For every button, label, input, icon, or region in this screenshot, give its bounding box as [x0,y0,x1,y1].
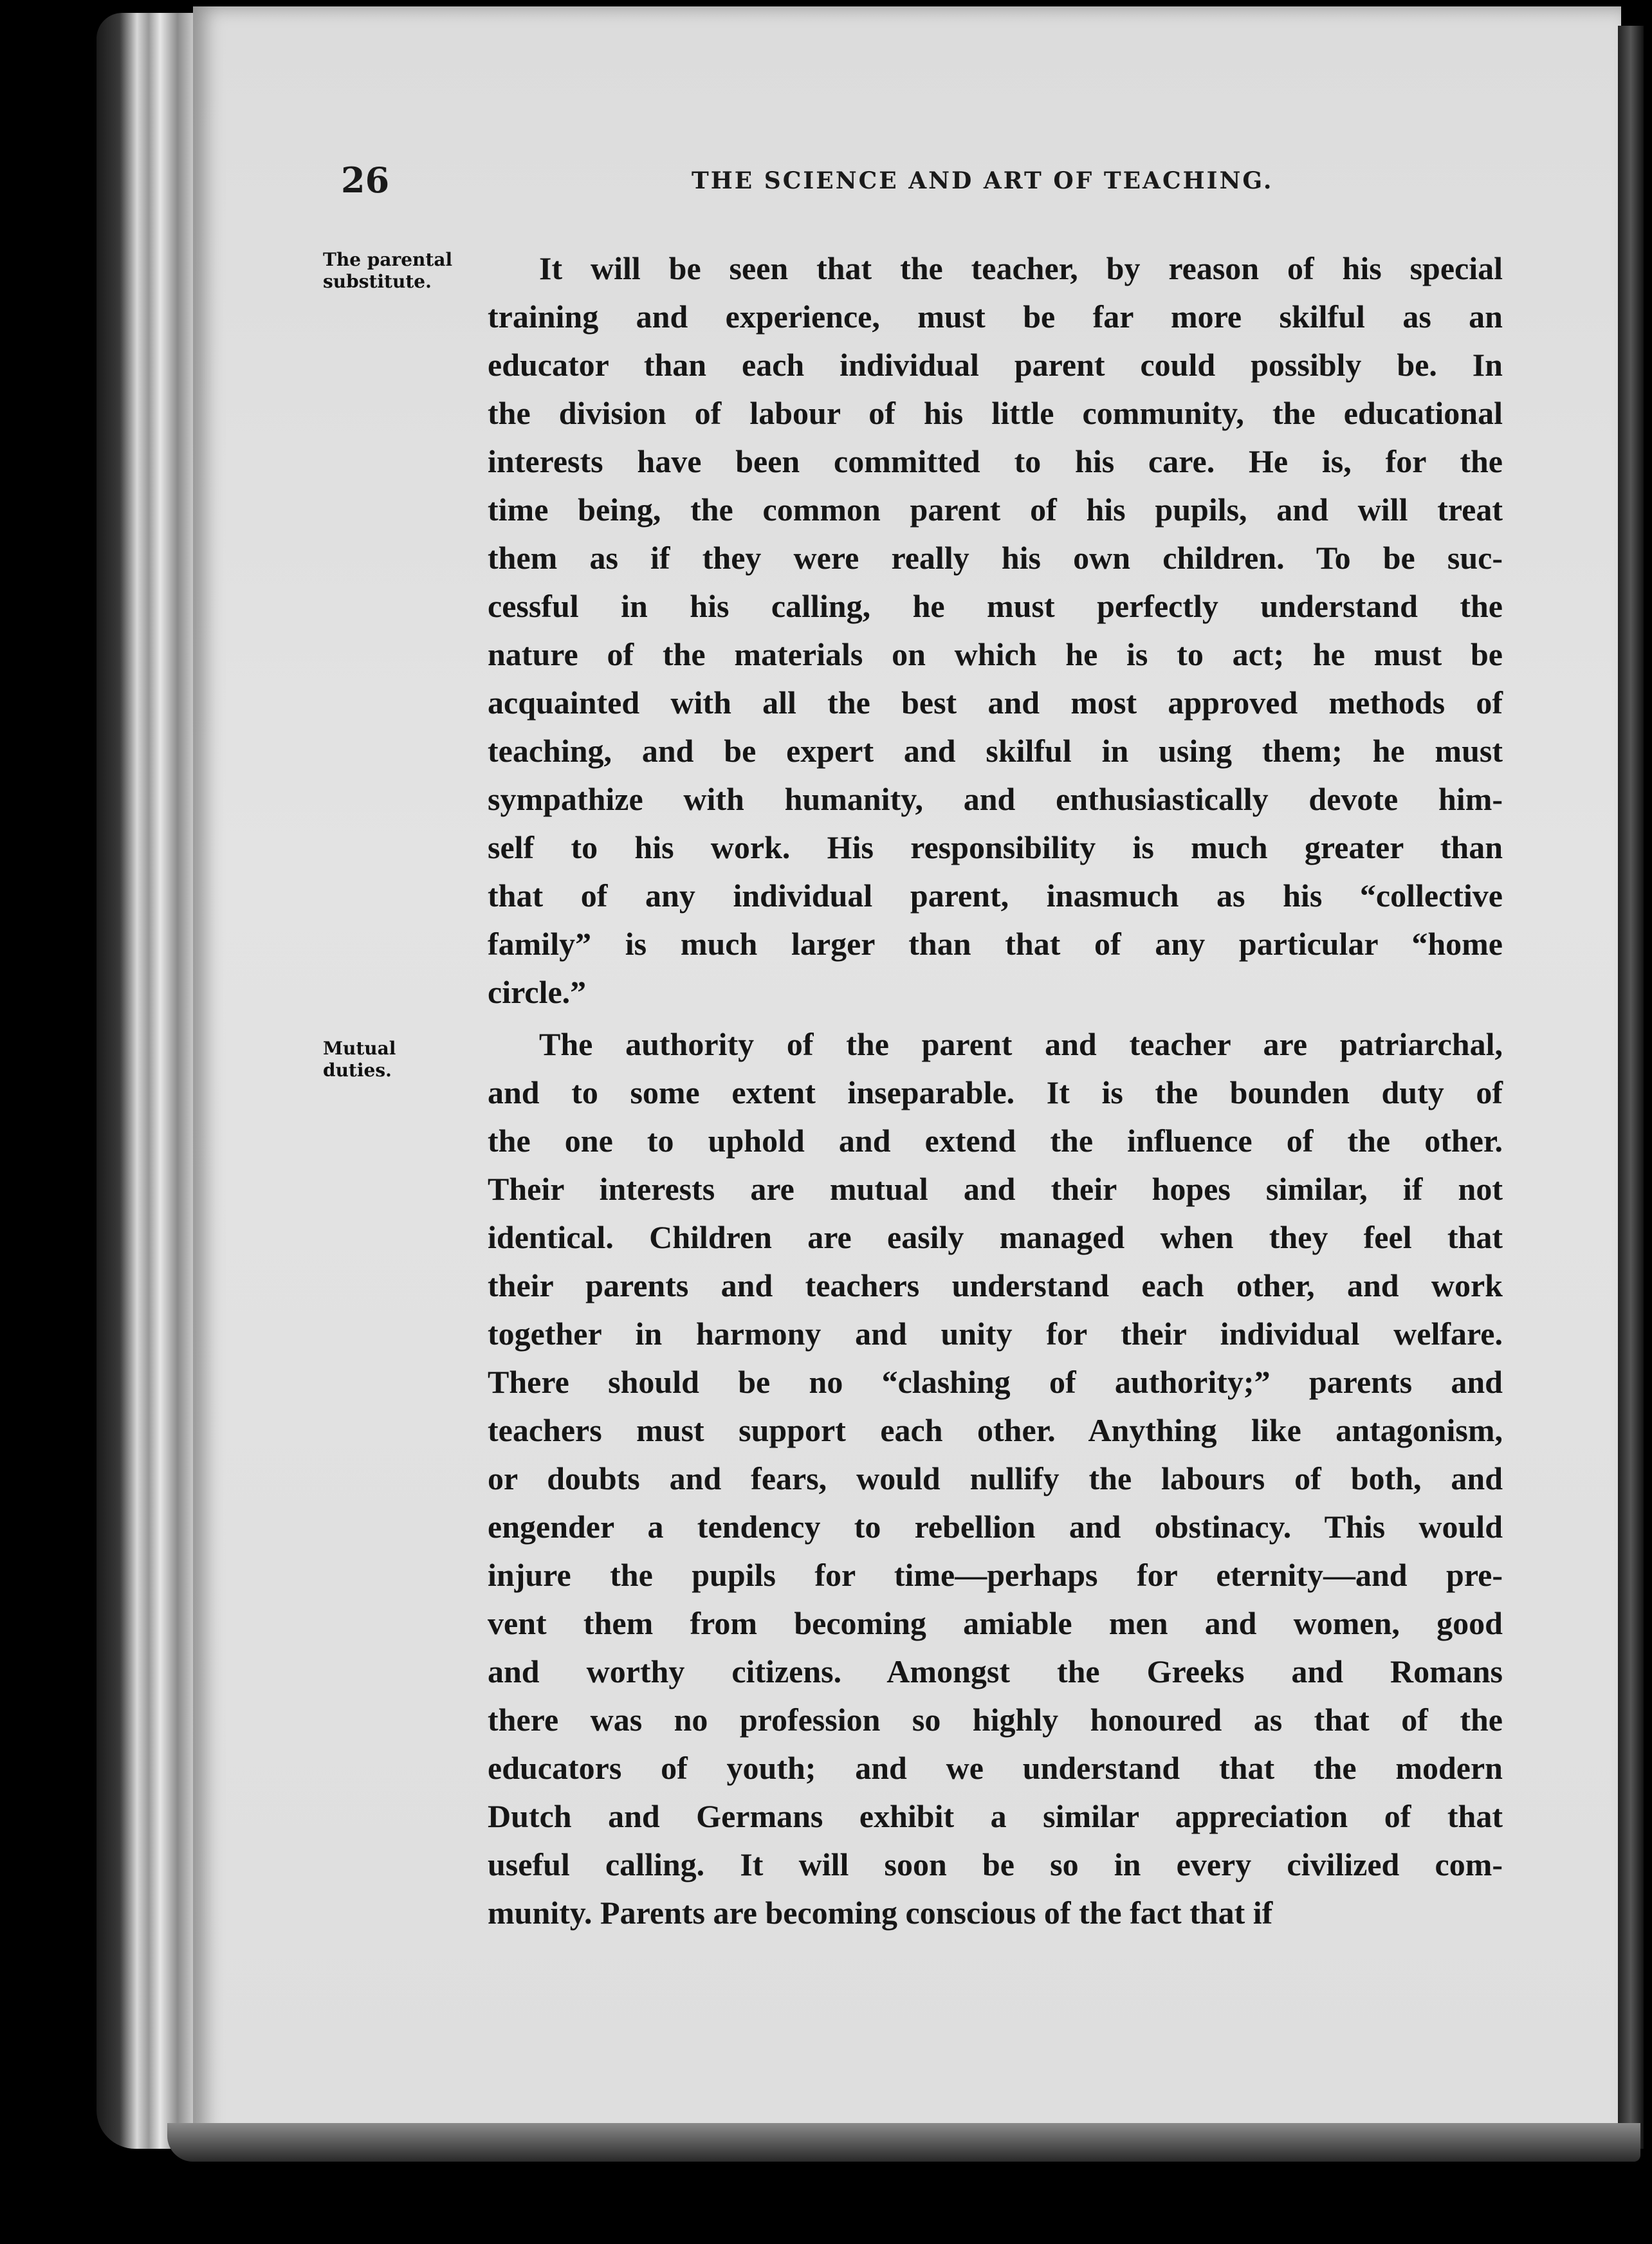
text-line: and to some extent inseparable. It is the bounden duty of [488,1074,1503,1110]
text-line: teaching, and be expert and skilful in using them; he must [488,733,1503,769]
text-line: the division of labour of his little community, the educational [488,395,1503,431]
text-line: Dutch and Germans exhibit a similar appreciation of that [488,1798,1503,1834]
text-line: Their interests are mutual and their hopes similar, if not [488,1171,1503,1207]
text-line: It will be seen that the teacher, by reason of his special [539,250,1503,286]
text-line: family” is much larger than that of any particular “home [488,926,1503,962]
text-line: educator than each individual parent could possibly be. In [488,347,1503,383]
text-line: there was no profession so highly honoured as that of the [488,1702,1503,1738]
text-line: useful calling. It will soon be so in every civilized com- [488,1846,1503,1882]
text-line: them as if they were really his own children. To be suc- [488,540,1503,576]
text-line: There should be no “clashing of authority;” parents and [488,1364,1503,1400]
margin-note-mutual-duties [323,1038,484,1081]
text-line: identical. Children are easily managed when they feel that [488,1219,1503,1255]
text-line: interests have been committed to his care. He is, for the [488,443,1503,479]
text-line: together in harmony and unity for their individual welfare. [488,1316,1503,1352]
text-line: acquainted with all the best and most approved methods of [488,685,1503,721]
text-line: injure the pupils for time—perhaps for eternity—and pre- [488,1557,1503,1593]
text-line: their parents and teachers understand each other, and work [488,1267,1503,1303]
text-line: cessful in his calling, he must perfectly understand the [488,588,1503,624]
paragraph-parental-substitute [488,244,1503,1016]
right-page-edge [1618,26,1644,2149]
margin-note-parental-substitute [323,249,484,293]
margin-note-line: The parental [323,249,453,270]
text-line: training and experience, must be far more skilful as an [488,299,1503,335]
text-line: time being, the common parent of his pupils, and will treat [488,492,1503,528]
margin-note-line: substitute. [323,271,432,292]
page-number: 26 [341,160,390,201]
margin-note-line: Mutual [323,1038,396,1059]
text-line: engender a tendency to rebellion and obstinacy. This would [488,1509,1503,1545]
text-line: and worthy citizens. Amongst the Greeks and Romans [488,1653,1503,1689]
text-line: the one to uphold and extend the influence of the other. [488,1123,1503,1159]
text-line: The authority of the parent and teacher are patriarchal, [539,1026,1503,1062]
text-line: circle.” [488,974,587,1010]
running-head [0,160,1652,211]
text-line: teachers must support each other. Anything like antagonism, [488,1412,1503,1448]
text-line: that of any individual parent, inasmuch as his “collective [488,878,1503,914]
text-line: educators of youth; and we understand that the modern [488,1750,1503,1786]
margin-note-line: duties. [323,1060,392,1081]
text-line: sympathize with humanity, and enthusiastically devote him- [488,781,1503,817]
text-line: or doubts and fears, would nullify the labours of both, and [488,1460,1503,1496]
bottom-page-edge [167,2123,1640,2162]
text-line: self to his work. His responsibility is much greater than [488,829,1503,865]
text-line: vent them from becoming amiable men and women, good [488,1605,1503,1641]
text-line: munity. Parents are becoming conscious of the fact that if [488,1895,1273,1931]
text-line: nature of the materials on which he is to act; he must be [488,636,1503,672]
running-title: THE SCIENCE AND ART OF TEACHING. [692,167,1274,194]
paragraph-mutual-duties [488,1020,1503,1937]
